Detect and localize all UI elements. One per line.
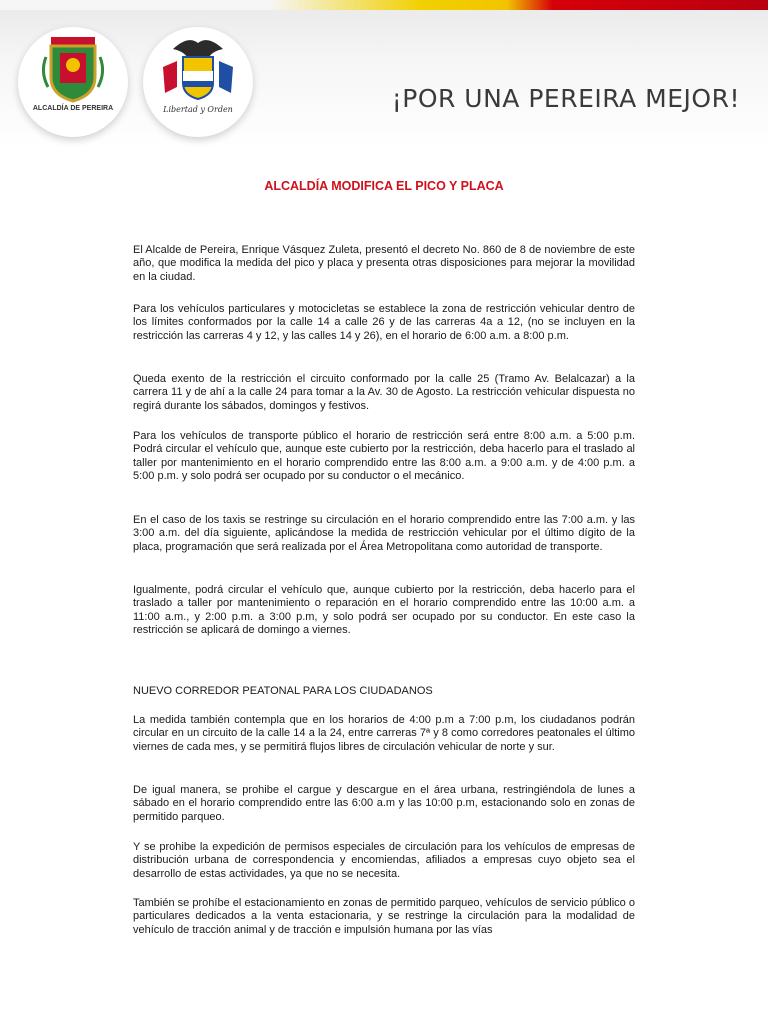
paragraph: Para los vehículos de transporte público el horario de restricción será entre 8:00 a.m. a 5:00 p.m. Podrá circular el vehículo que, aunque este cubierto por la restricción, deba hacerlo para el traslado al taller por mantenimiento en el horario comprendido entre las 8:00 a.m. a 9:00 a.m. y de 4:00 p.m. a 5:00 p.m. y solo podrá ser ocupado por su conductor o el mecánico. [133,430,635,483]
paragraph: La medida también contempla que en los horarios de 4:00 p.m a 7:00 p.m, los ciudadanos podrán circular en un circuito de la calle 14 a la 24, entre carreras 7ª y 8 como corredores peatonales el último viernes de cada mes, y se permitirá flujos libres de circulación vehicular de norte y sur. [133,714,635,753]
logo-right-caption: Libertad y Orden [163,105,233,114]
flag-color-bar [0,0,768,10]
paragraph: El Alcalde de Pereira, Enrique Vásquez Zuleta, presentó el decreto No. 860 de 8 de noviembre de este año, que modifica la medida del pico y placa y presenta otras disposiciones para mejorar la movilidad en la ciudad. [133,244,635,283]
paragraph: Igualmente, podrá circular el vehículo que, aunque cubierto por la restricción, deba hacerlo para el traslado a taller por mantenimiento o reparación en el horario comprendido entre las 10:00 a.m. a 11:00 a.m., y 2:00 p.m. a 3:00 p.m, y solo podrá ser ocupado por su conductor. En este caso la restricción se aplicará de domingo a viernes. [133,584,635,637]
colombia-shield-logo [143,27,253,137]
paragraph: Queda exento de la restricción el circuito conformado por la calle 25 (Tramo Av. Belalcazar) a la carrera 11 y de ahí a la calle 24 para tomar a la Av. 30 de Agosto. La restricción vehicular dispuesta no regirá durante los sábados, domingos y festivos. [133,373,635,412]
paragraph: Y se prohibe la expedición de permisos especiales de circulación para los vehículos de empresas de distribución urbana de correspondencia y encomiendas, afiliados a empresas cuyo objeto sea el desarrollo de estas actividades, ya que no se necesita. [133,841,635,880]
slogan: ¡POR UNA PEREIRA MEJOR! [391,84,740,113]
logo-left-caption: ALCALDÍA DE PEREIRA [32,105,114,112]
pereira-coat-of-arms-icon [18,27,128,137]
document-title: ALCALDÍA MODIFICA EL PICO Y PLACA [264,179,504,193]
colombia-coat-of-arms-icon [143,27,253,137]
paragraph: También se prohíbe el estacionamiento en zonas de permitido parqueo, vehículos de servicio público o particulares dedicados a la venta estacionaria, y se restringe la circulación para la modalidad de vehículo de tracción animal y de tracción e impulsión humana por las vías [133,897,635,936]
paragraph: Para los vehículos particulares y motocicletas se establece la zona de restricción vehicular dentro de los límites conformados por la calle 14 a calle 26 y de las carreras 4a a 12, (no se incluyen en la restricción las carreras 4 y 12, y las calles 14 y 26), en el horario de 6:00 a.m. a 8:00 p.m. [133,303,635,342]
page-header [0,0,768,150]
paragraph: En el caso de los taxis se restringe su circulación en el horario comprendido entre las 7:00 a.m. y las 3:00 a.m. del día siguiente, aplicándose la medida de restricción vehicular por el último dígito de la placa, programación que será realizada por el Área Metropolitana como autoridad de transporte. [133,514,635,553]
paragraph: De igual manera, se prohibe el cargue y descargue en el área urbana, restringiéndola de lunes a sábado en el horario comprendido entre las 6:00 a.m y las 10:00 p.m, estacionando solo en zonas de permitido parqueo. [133,784,635,823]
section-subheading: NUEVO CORREDOR PEATONAL PARA LOS CIUDADANOS [133,685,433,697]
alcaldia-pereira-logo [18,27,128,137]
